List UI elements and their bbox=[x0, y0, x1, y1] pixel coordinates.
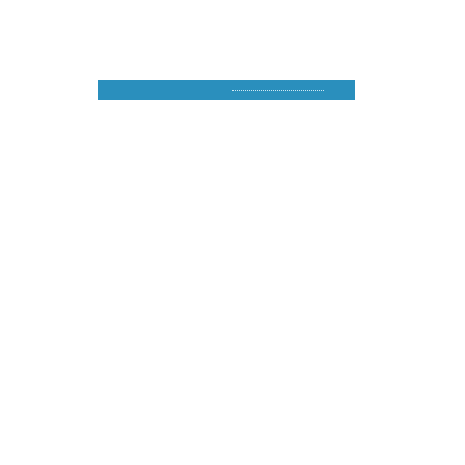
part-banner-dots bbox=[232, 90, 324, 91]
